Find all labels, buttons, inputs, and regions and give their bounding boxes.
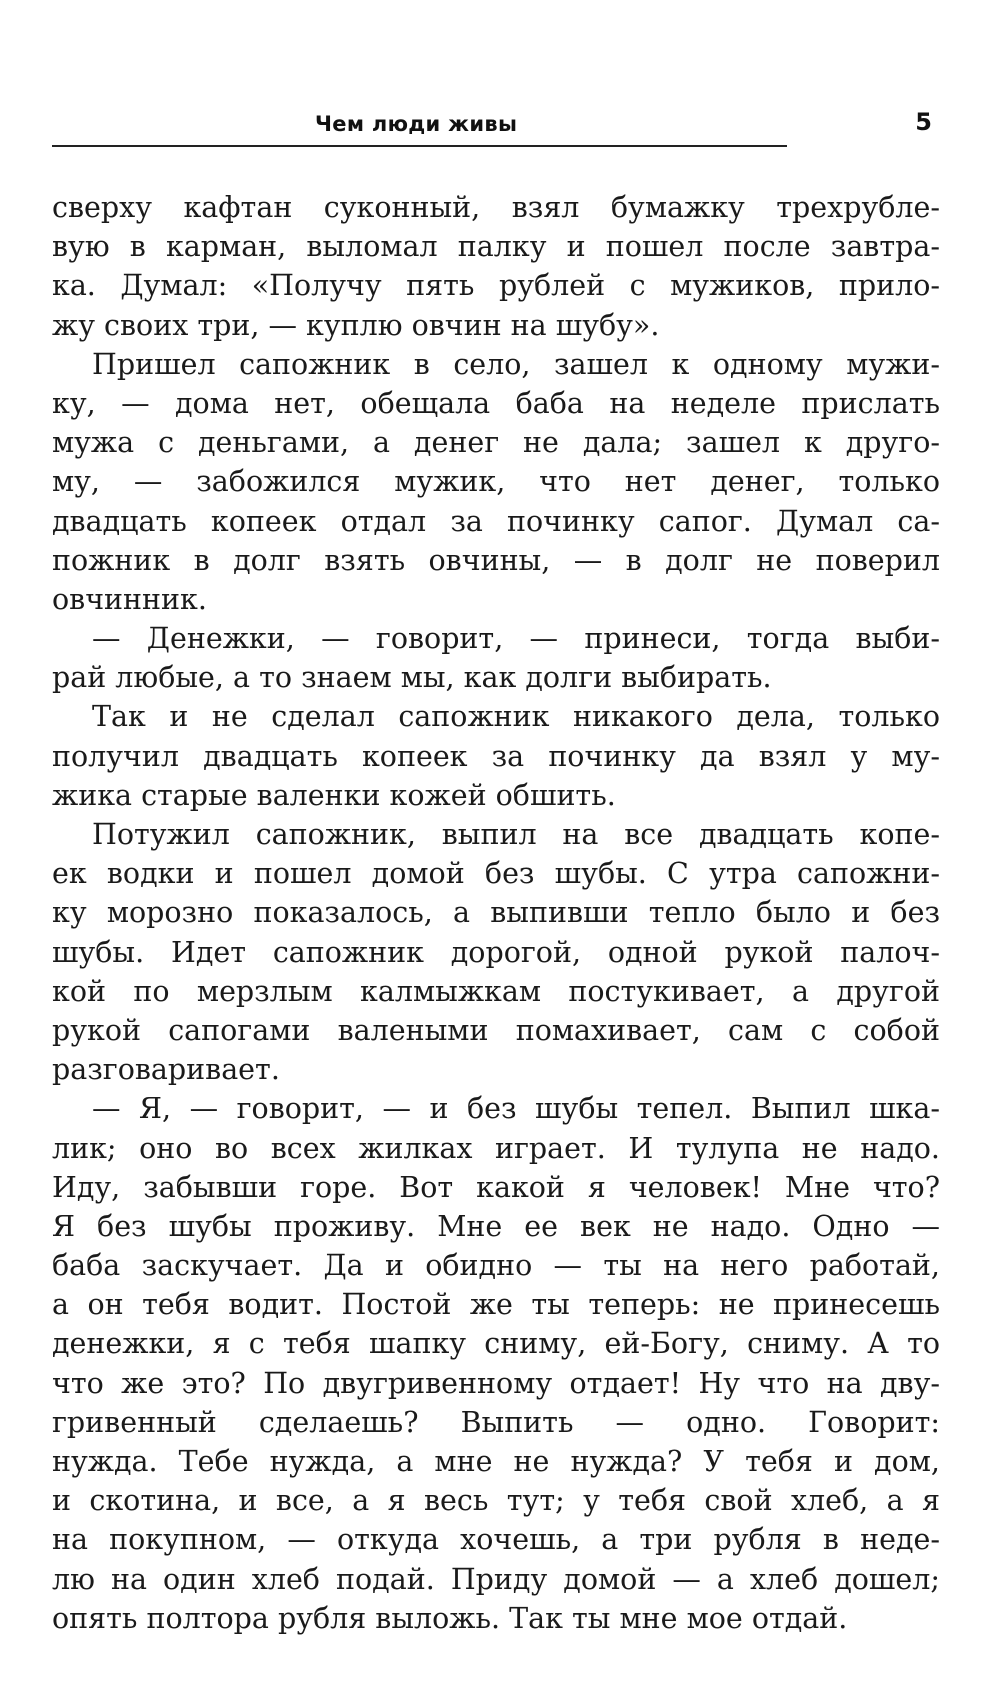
text-line: овчинник. [52, 582, 207, 616]
text-line: ку, — дома нет, обещала баба на неделе прислать [52, 386, 940, 420]
text-line: двадцать копеек отдал за починку сапог. Думал са- [52, 504, 940, 538]
paragraph [52, 815, 940, 1089]
text-line: вую в карман, выломал палку и пошел после завтра- [52, 230, 940, 264]
text-line: гривенный сделаешь? Выпить — одно. Говорит: [52, 1405, 940, 1439]
text-line: Иду, забывши горе. Вот какой я человек! Мне что? [52, 1170, 940, 1204]
paragraph [52, 1089, 940, 1638]
text-line: получил двадцать копеек за починку да взял у му- [52, 739, 940, 773]
text-line: лик; оно во всех жилках играет. И тулупа не надо. [52, 1131, 940, 1165]
text-line: ка. Думал: «Получу пять рублей с мужиков, прило- [52, 269, 940, 303]
text-line: Так и не сделал сапожник никакого дела, только [92, 700, 940, 734]
text-line: рукой сапогами валеными помахивает, сам с собой [52, 1013, 940, 1047]
text-line: и скотина, и все, а я весь тут; у тебя свой хлеб, а я [52, 1484, 940, 1518]
text-line: Пришел сапожник в село, зашел к одному мужи- [92, 347, 940, 381]
text-line: баба заскучает. Да и обидно — ты на него работай, [52, 1249, 940, 1283]
text-line: что же это? По двугривенному отдает! Ну что на дву- [52, 1366, 940, 1400]
text-line: жу своих три, — куплю овчин на шубу». [52, 308, 660, 342]
paragraph [52, 345, 940, 619]
page-number: 5 [915, 108, 932, 136]
text-line: кой по мерзлым калмыжкам постукивает, а другой [52, 974, 940, 1008]
paragraph [52, 697, 940, 815]
text-line: а он тебя водит. Постой же ты теперь: не принесешь [52, 1288, 940, 1322]
text-line: сверху кафтан суконный, взял бумажку трехрубле- [52, 191, 940, 224]
text-line: на покупном, — откуда хочешь, а три рубля в неде- [52, 1523, 940, 1557]
body-text [52, 188, 940, 1638]
text-line: пожник в долг взять овчины, — в долг не поверил [52, 543, 940, 577]
text-line: нужда. Тебе нужда, а мне не нужда? У тебя и дом, [52, 1445, 940, 1478]
text-line: лю на один хлеб подай. Приду домой — а хлеб дошел; [52, 1562, 940, 1596]
text-line: — Денежки, — говорит, — принеси, тогда выби- [92, 622, 940, 656]
paragraph [52, 619, 940, 697]
running-head [52, 108, 932, 152]
running-title: Чем люди живы [315, 112, 518, 136]
text-line: жика старые валенки кожей обшить. [52, 778, 616, 812]
text-line: ку морозно показалось, а выпивши тепло было и без [52, 896, 940, 930]
paragraph [52, 188, 940, 345]
text-line: разговаривает. [52, 1053, 280, 1087]
text-line: опять полтора рубля выложь. Так ты мне мое отдай. [52, 1601, 848, 1635]
text-line: мужа с деньгами, а денег не дала; зашел к друго- [52, 426, 940, 460]
text-line: Я без шубы проживу. Мне ее век не надо. Одно — [52, 1209, 940, 1243]
text-line: — Я, — говорит, — и без шубы тепел. Выпил шка- [92, 1092, 940, 1126]
header-rule [52, 145, 787, 147]
text-line: ек водки и пошел домой без шубы. С утра сапожни- [52, 857, 940, 891]
text-line: денежки, я с тебя шапку сниму, ей-Богу, сниму. А то [52, 1327, 940, 1361]
text-line: му, — забожился мужик, что нет денег, только [52, 465, 940, 499]
text-line: рай любые, а то знаем мы, как долги выбирать. [52, 661, 772, 695]
text-line: шубы. Идет сапожник дорогой, одной рукой палоч- [52, 935, 940, 969]
text-line: Потужил сапожник, выпил на все двадцать копе- [92, 818, 940, 851]
